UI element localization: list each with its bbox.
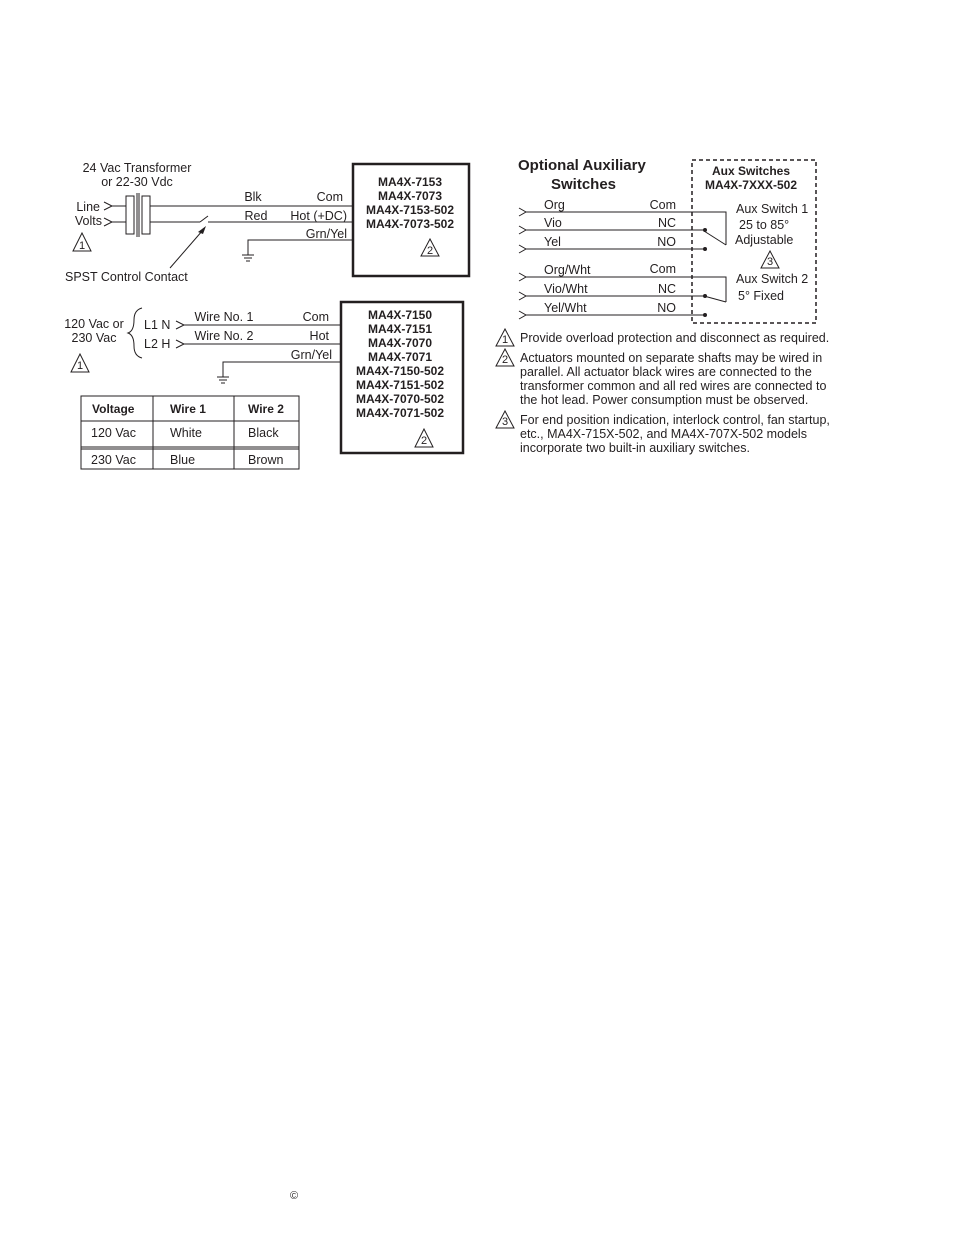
note-marker-2 (415, 429, 433, 447)
model-label: MA4X-7071-502 (355, 406, 445, 420)
wire-label: Org (544, 198, 565, 212)
com-terminal-label: Com (316, 190, 343, 204)
model-label: MA4X-7153-502 (365, 203, 455, 217)
spst-contact-label: SPST Control Contact (65, 270, 188, 284)
aux-switch-diagram (518, 157, 816, 323)
table-cell: Brown (248, 453, 284, 467)
model-label: MA4X-7150 (367, 308, 433, 322)
ground-wire (248, 240, 352, 255)
note-3: For end position indication, interlock control, fan startup, etc., MA4X-715X-502, and MA4X-707X-502 models incorporate two built-in auxiliary switches. (520, 413, 830, 455)
hot-terminal-label: Hot (+DC) (290, 209, 347, 223)
wire-label: Yel (544, 235, 561, 249)
table-cell: Blue (170, 453, 196, 467)
table-cell: White (170, 426, 202, 440)
terminal-label: NC (657, 216, 676, 230)
model-label: MA4X-7151-502 (355, 378, 445, 392)
model-label: MA4X-7071 (367, 350, 433, 364)
wire-label: Vio (544, 216, 562, 230)
wire-label: Org/Wht (544, 263, 591, 277)
note-marker-2 (421, 239, 439, 257)
table-header: Wire 1 (170, 402, 206, 416)
line-input-arrow (104, 202, 126, 210)
hot-terminal-label: Hot (309, 329, 329, 343)
aux-title-2: Switches (551, 176, 617, 193)
blk-label: Blk (244, 190, 262, 204)
table-cell: Black (248, 426, 279, 440)
table-header: Voltage (92, 402, 135, 416)
model-label: MA4X-7153 (377, 175, 443, 189)
grnyel-terminal-label: Grn/Yel (305, 227, 347, 241)
wire-label: Yel/Wht (544, 301, 587, 315)
note-list-markers (496, 329, 514, 428)
aux-switch-1-label: Aux Switch 1 (736, 202, 809, 216)
voltage-wire-table (81, 396, 299, 469)
svg-text:3: 3 (766, 256, 774, 268)
table-cell: 230 Vac (91, 453, 136, 467)
note-2: Actuators mounted on separate shafts may be wired in parallel. All actuator black wires are connected to the transformer common and all red wires are connected to the hot lead. Power consumption must be observed. (520, 351, 827, 407)
svg-text:3: 3 (501, 416, 509, 428)
model-label: MA4X-7150-502 (355, 364, 445, 378)
ground-symbol (242, 255, 254, 261)
line-volts-label-2: Volts (74, 214, 102, 228)
transformer-label: 24 Vac Transformer (82, 161, 192, 175)
terminal-label: NO (657, 301, 676, 315)
note-marker-1 (73, 233, 91, 252)
aux-switch-1-symbol (703, 212, 726, 251)
com-terminal-label: Com (302, 310, 329, 324)
aux-switch-1-adjust: Adjustable (735, 233, 794, 247)
terminal-label: NC (657, 282, 676, 296)
line-volts-label: Line (76, 200, 100, 214)
aux-box-model: MA4X-7XXX-502 (704, 178, 798, 192)
model-label: MA4X-7073 (377, 189, 443, 203)
contact-pointer-arrowhead (198, 226, 206, 234)
aux-switch-2-fixed: 5° Fixed (738, 289, 784, 303)
note-marker-3 (761, 251, 779, 268)
copyright-symbol: © (290, 1190, 299, 1202)
top-wiring-diagram (65, 161, 469, 284)
svg-text:1: 1 (501, 334, 509, 346)
model-label: MA4X-7070-502 (355, 392, 445, 406)
model-label: MA4X-7070 (367, 336, 433, 350)
svg-text:1: 1 (76, 360, 84, 372)
svg-text:2: 2 (501, 354, 509, 366)
table-cell: 120 Vac (91, 426, 136, 440)
red-label: Red (244, 209, 268, 223)
terminal-label: NO (657, 235, 676, 249)
input-brace (128, 308, 142, 358)
voltage-label: 120 Vac or (64, 317, 124, 331)
model-label: MA4X-7151 (367, 322, 433, 336)
transformer-symbol (126, 193, 150, 237)
line-input-arrow (104, 218, 126, 226)
terminal-label: Com (649, 262, 676, 276)
note-1: Provide overload protection and disconnect as required. (520, 331, 830, 345)
ground-wire (223, 362, 340, 377)
voltage-label-2: 230 Vac (71, 331, 117, 345)
grnyel-terminal-label: Grn/Yel (290, 348, 332, 362)
aux-title: Optional Auxiliary (518, 157, 646, 174)
wire-label: Vio/Wht (544, 282, 588, 296)
l2-label: L2 H (144, 337, 171, 351)
ground-symbol (217, 377, 229, 383)
aux-switch-2-symbol (703, 277, 726, 317)
spst-contact-symbol (200, 216, 208, 222)
aux-switch-2-label: Aux Switch 2 (736, 272, 809, 286)
transformer-label-2: or 22-30 Vdc (101, 175, 173, 189)
terminal-label: Com (649, 198, 676, 212)
svg-text:2: 2 (426, 245, 434, 257)
l1-label: L1 N (144, 318, 171, 332)
note-marker-1 (71, 354, 89, 372)
svg-text:2: 2 (420, 435, 428, 447)
table-header: Wire 2 (248, 402, 284, 416)
aux-box-title: Aux Switches (711, 164, 791, 178)
contact-pointer (170, 230, 203, 268)
wire-2-label: Wire No. 2 (194, 329, 254, 343)
aux-switch-1-range: 25 to 85° (739, 218, 790, 232)
svg-text:1: 1 (78, 240, 86, 252)
wire-1-label: Wire No. 1 (194, 310, 254, 324)
model-label: MA4X-7073-502 (365, 217, 455, 231)
